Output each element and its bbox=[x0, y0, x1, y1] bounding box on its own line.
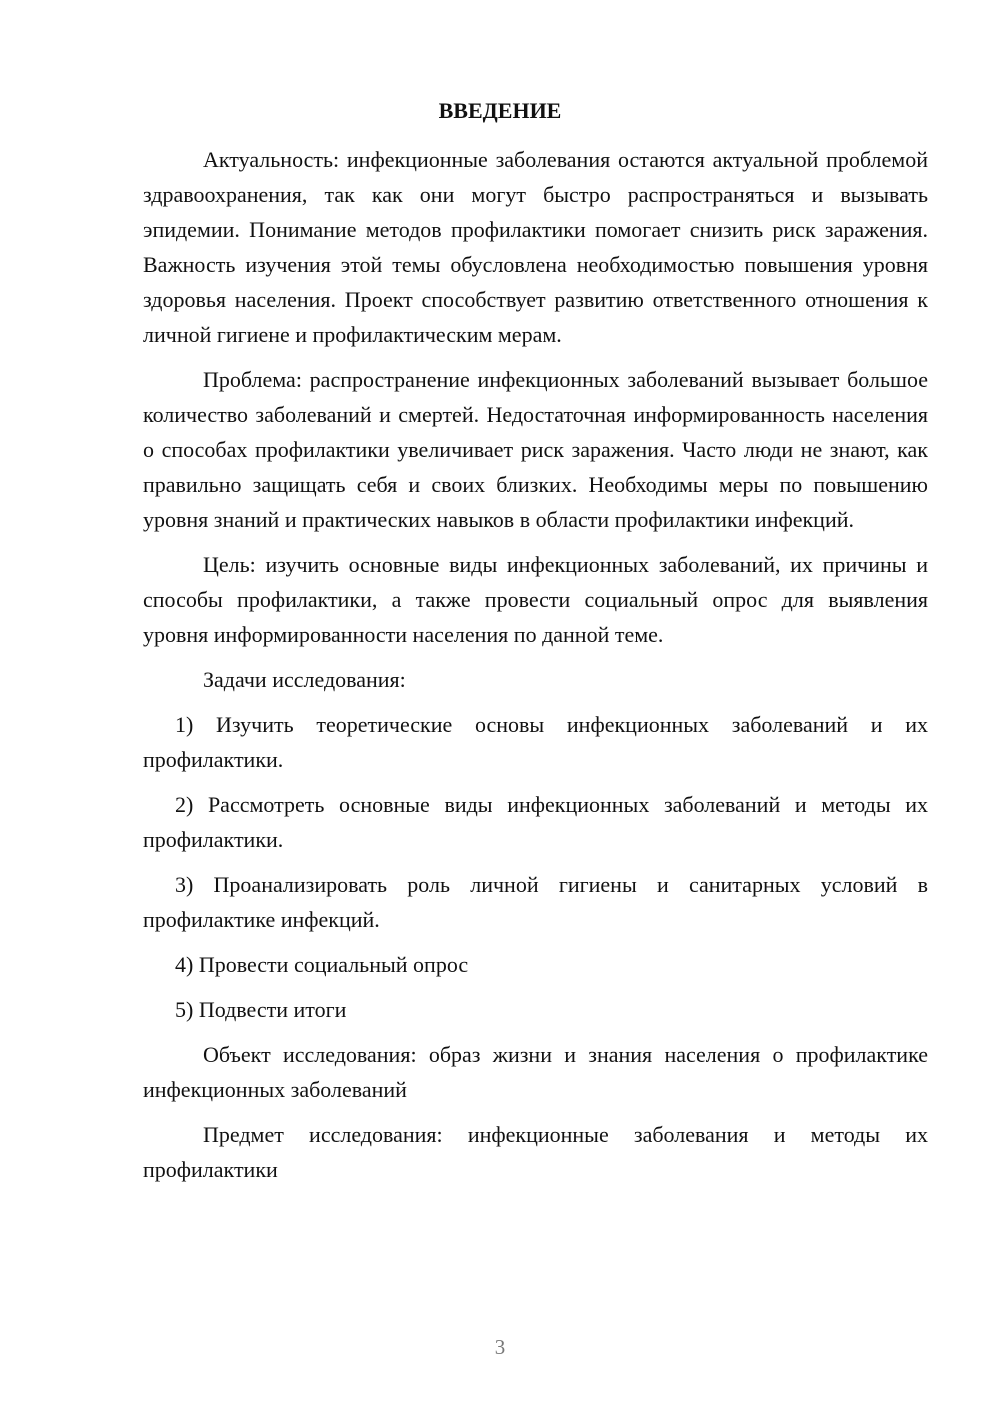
task-item: 3) Проанализировать роль личной гигиены и санитарных условий в профилактике инфекций. bbox=[143, 872, 928, 932]
task-item: 2) Рассмотреть основные виды инфекционных заболеваний и методы их профилактики. bbox=[143, 792, 928, 852]
paragraph-problem: Проблема: распространение инфекционных заболеваний вызывает большое количество заболеваний и смертей. Недостаточная информированность населения о способах профилактики увеличивает риск заражения. Часто люди не знают, как правильно защищать себя и своих близких. Необходимы меры по повышению уровня знаний и практических навыков в области профилактики инфекций. bbox=[143, 367, 928, 532]
paragraph-relevance: Актуальность: инфекционные заболевания остаются актуальной проблемой здравоохранения, так как они могут быстро распространяться и вызывать эпидемии. Понимание методов профилактики помогает снизить риск заражения. Важность изучения этой темы обусловлена необходимостью повышения уровня здоровья населения. Проект способствует развитию ответственного отношения к личной гигиене и профилактическим мерам. bbox=[143, 147, 928, 347]
paragraph-goal: Цель: изучить основные виды инфекционных заболеваний, их причины и способы профилактики, а также провести социальный опрос для выявления уровня информированности населения по данной теме. bbox=[143, 552, 928, 647]
body-text bbox=[143, 142, 928, 1197]
tasks-heading: Задачи исследования: bbox=[203, 667, 406, 692]
section-title: ВВЕДЕНИЕ bbox=[438, 98, 562, 123]
task-item: 5) Подвести итоги bbox=[175, 997, 347, 1022]
paragraph-object: Объект исследования: образ жизни и знания населения о профилактике инфекционных заболеваний bbox=[143, 1042, 928, 1102]
paragraph-subject: Предмет исследования: инфекционные заболевания и методы их профилактики bbox=[143, 1122, 928, 1182]
page-number: 3 bbox=[494, 1335, 506, 1359]
task-item: 1) Изучить теоретические основы инфекционных заболеваний и их профилактики. bbox=[143, 712, 928, 772]
task-item: 4) Провести социальный опрос bbox=[175, 952, 469, 977]
